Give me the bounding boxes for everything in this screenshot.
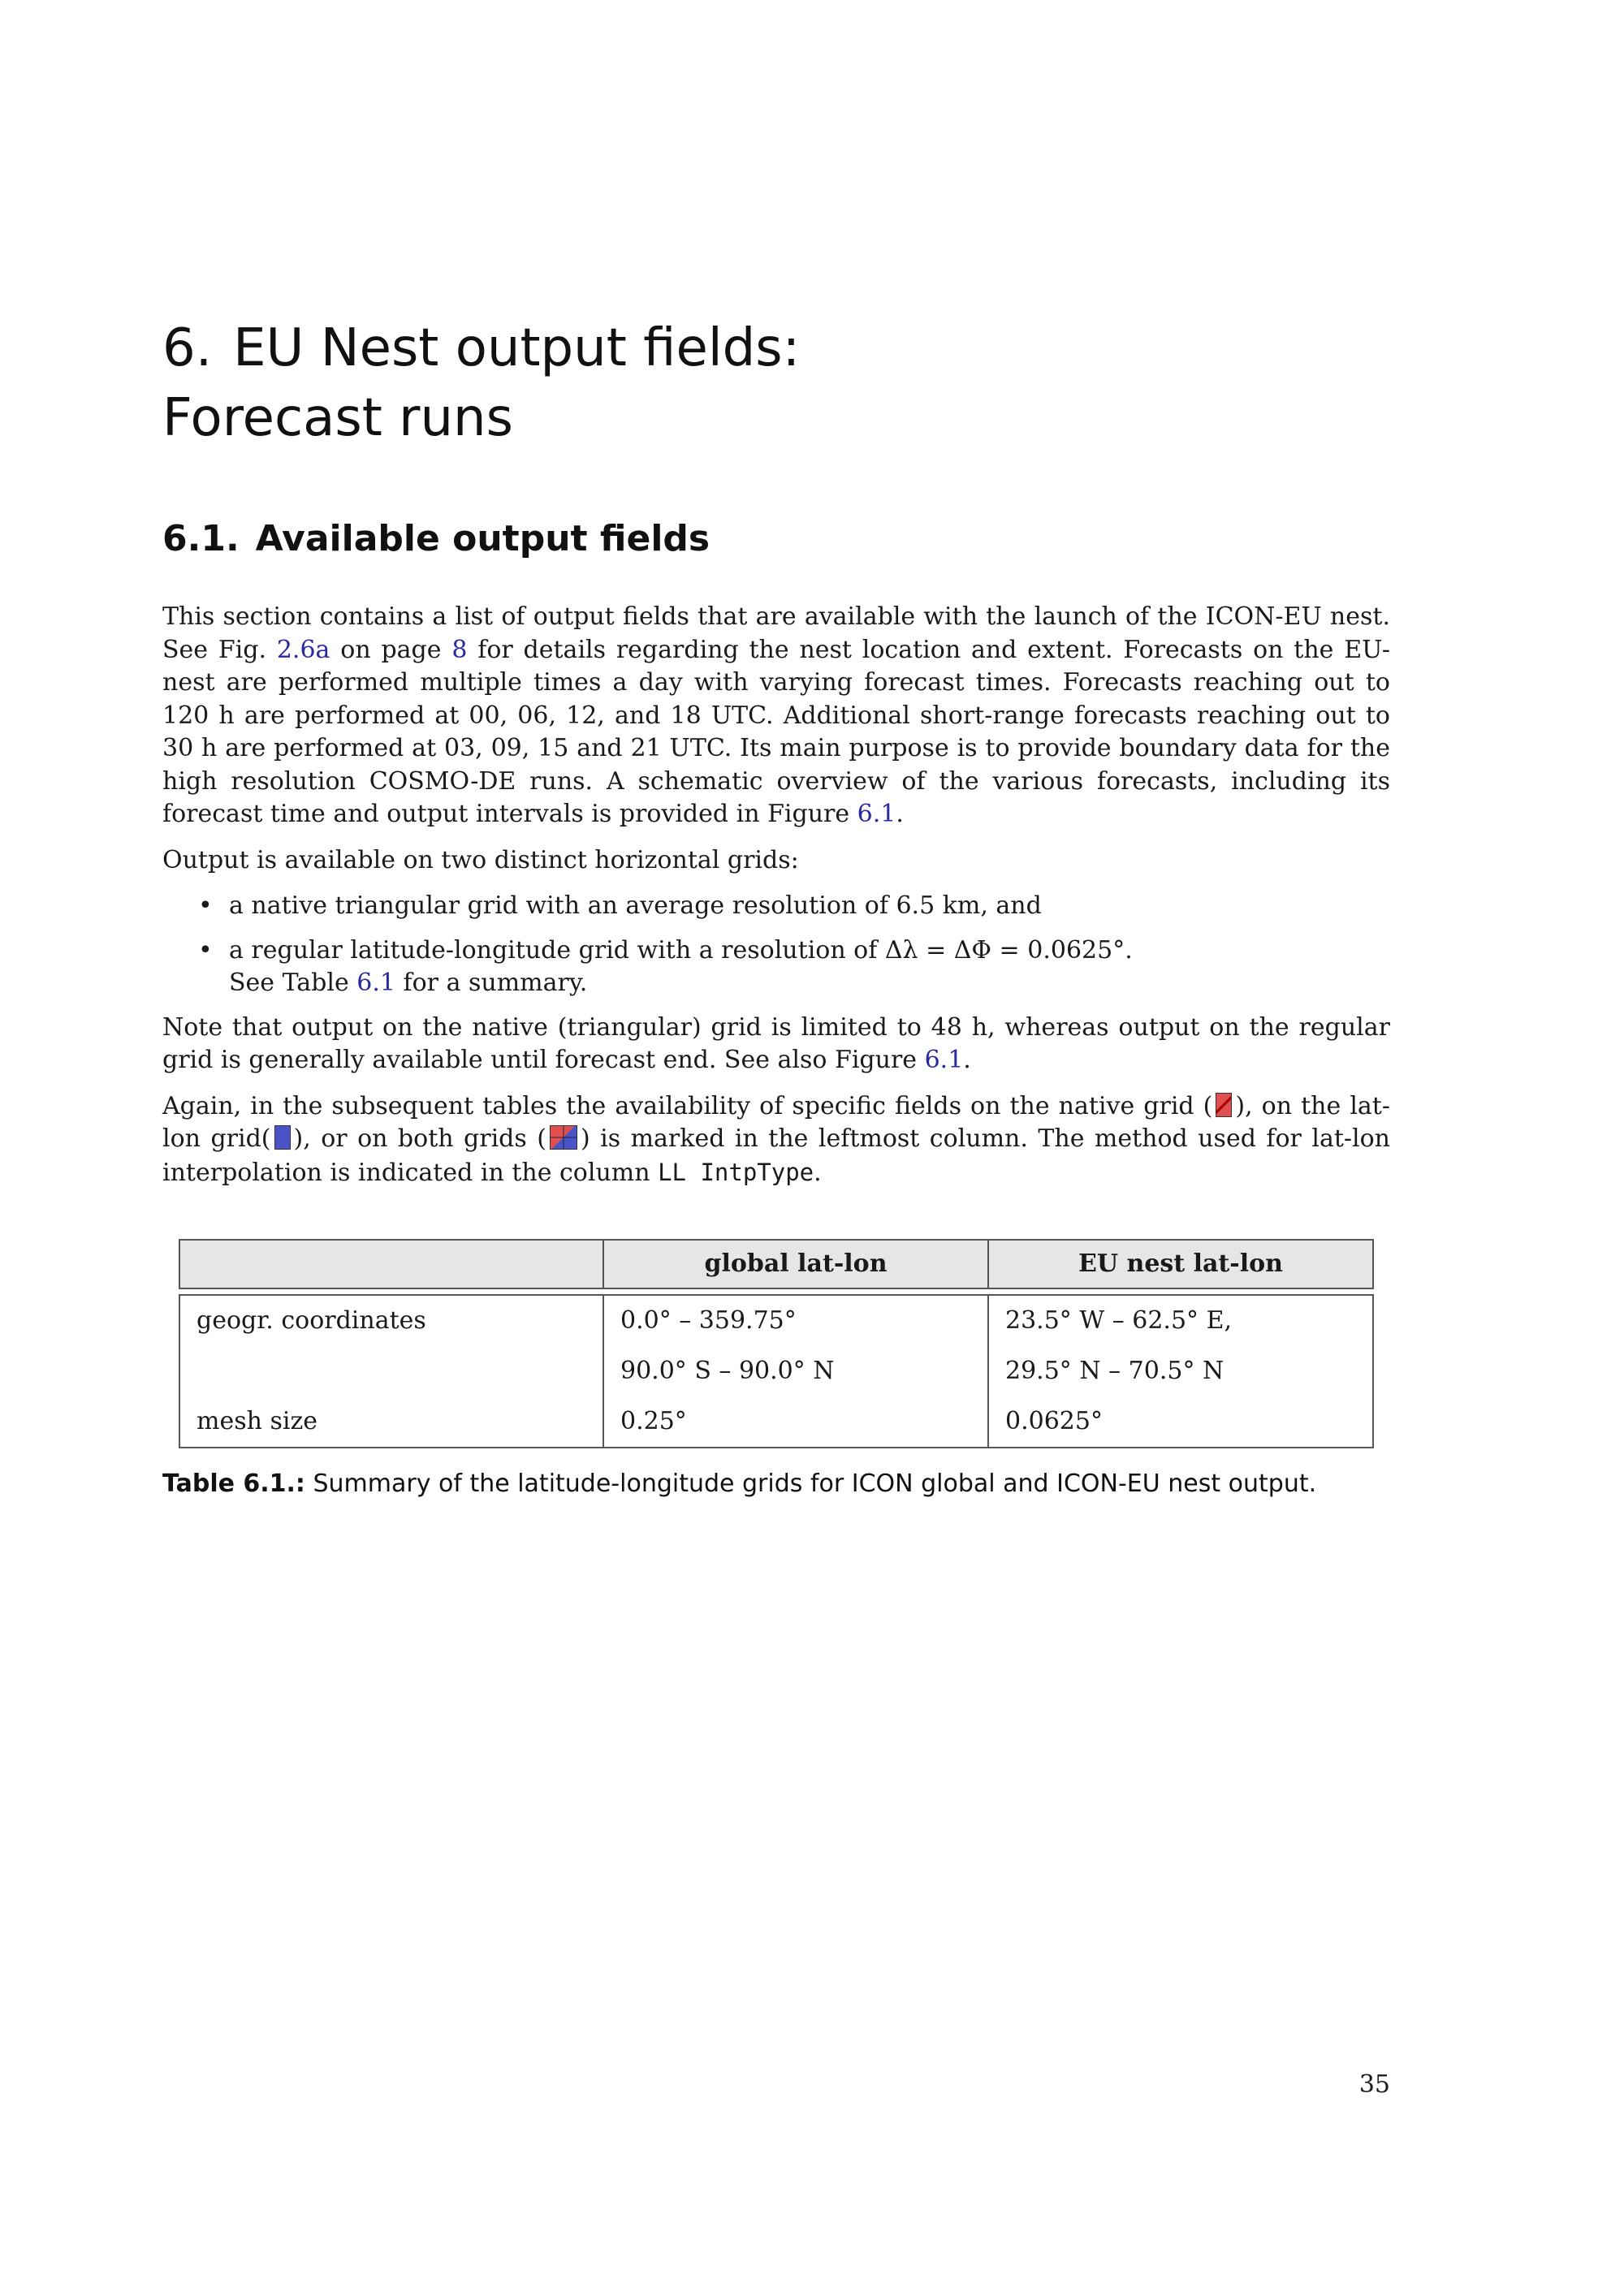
table-row — [180, 1346, 1372, 1396]
paragraph-intro — [162, 601, 1390, 831]
paragraph-native-limit — [162, 1012, 1390, 1077]
table-cell: 0.0° – 359.75° — [604, 1296, 989, 1346]
text-span: Again, in the subsequent tables the availability of specific fields on the native grid ( — [162, 1091, 1213, 1120]
table-row — [180, 1396, 1372, 1447]
body-text — [162, 601, 1390, 1202]
text-span: . — [963, 1046, 971, 1074]
paragraph-grids: Output is available on two distinct horizontal grids: — [162, 845, 799, 874]
text-span: ), on the lat-lon grid( — [162, 1091, 1390, 1153]
text-span: ) is marked in the leftmost column. The method used for lat-lon interpolation is indicated in the column — [162, 1124, 1391, 1187]
figure-link[interactable]: 6.1 — [924, 1046, 964, 1074]
list-item-text: a native triangular grid with an average resolution of 6.5 km, and — [229, 891, 1042, 920]
list-item — [162, 890, 1390, 923]
bullet-icon: • — [198, 891, 213, 920]
chapter-title-line1: EU Nest output fields: — [233, 318, 801, 378]
list-item-text: a regular latitude-longitude grid with a resolution of Δλ = ΔΦ = 0.0625°. — [229, 935, 1133, 965]
page-number: 35 — [1358, 2070, 1390, 2099]
bullet-icon: • — [198, 935, 213, 965]
text-span: Note that output on the native (triangular) grid is limited to 48 h, whereas output on the regular grid is generally available until forecast end. See also Figure — [162, 1012, 1390, 1074]
figure-link[interactable]: 2.6a — [276, 635, 330, 664]
text-span: ), or on both grids ( — [293, 1124, 546, 1153]
table-caption — [162, 1468, 1462, 1500]
table-cell: 23.5° W – 62.5° E, — [1005, 1306, 1233, 1335]
table-cell: 0.0625° — [1005, 1407, 1103, 1435]
paragraph-availability — [162, 1090, 1390, 1190]
text-span: . — [814, 1158, 822, 1187]
chapter-title — [162, 313, 1380, 453]
text-span: See Table — [229, 969, 357, 997]
column-name-code: LL IntpType — [658, 1158, 814, 1186]
grid-list — [162, 890, 1390, 1000]
section-title-text: Available output fields — [255, 518, 710, 559]
text-span: This section contains a list of output fields that are available with the launch of the ICON-EU nest. See Fig. — [162, 602, 1390, 664]
both-grids-icon — [550, 1125, 577, 1150]
text-span: . — [896, 800, 904, 828]
table-cell: mesh size — [180, 1396, 604, 1447]
table-cell — [180, 1346, 604, 1396]
table-header-row — [179, 1239, 1374, 1289]
text-span: on page — [330, 635, 452, 664]
table-row — [180, 1296, 1372, 1346]
caption-text: Summary of the latitude-longitude grids for ICON global and ICON-EU nest output. — [304, 1470, 1317, 1498]
latlon-grid-icon — [274, 1125, 291, 1150]
table-header-cell — [180, 1241, 604, 1288]
list-item — [162, 934, 1390, 1000]
table-header-cell: EU nest lat-lon — [1078, 1249, 1283, 1278]
figure-link[interactable]: 6.1 — [857, 800, 896, 828]
table-cell: geogr. coordinates — [180, 1296, 604, 1346]
text-span: for details regarding the nest location and extent. Forecasts on the EU-nest are performed multiple times a day with varying forecast times. Forecasts reaching out to 120 h are performed at 00, 06, 12, and 18 UTC. Additional short-range forecasts reaching out to 30 h are performed at 03, 09, 15 and 21 UTC. Its main purpose is to provide boundary data for the high resolution COSMO-DE runs. A schematic overview of the various forecasts, including its forecast time and output intervals is provided in Figure — [162, 635, 1390, 828]
native-grid-icon — [1216, 1093, 1232, 1117]
section-number: 6.1. — [162, 518, 240, 559]
chapter-number: 6. — [162, 318, 213, 378]
table-link[interactable]: 6.1 — [356, 969, 395, 997]
section-title — [162, 515, 1380, 563]
page-link[interactable]: 8 — [451, 635, 468, 664]
table-header-cell: global lat-lon — [604, 1241, 989, 1288]
grid-summary-table — [179, 1239, 1374, 1448]
table-cell: 0.25° — [604, 1396, 989, 1447]
chapter-title-line2: Forecast runs — [162, 388, 513, 448]
table-cell: 29.5° N – 70.5° N — [1005, 1357, 1224, 1385]
text-span: for a summary. — [395, 969, 588, 997]
caption-label: Table 6.1.: — [162, 1470, 305, 1498]
table-body — [179, 1294, 1374, 1448]
table-cell: 90.0° S – 90.0° N — [604, 1346, 989, 1396]
